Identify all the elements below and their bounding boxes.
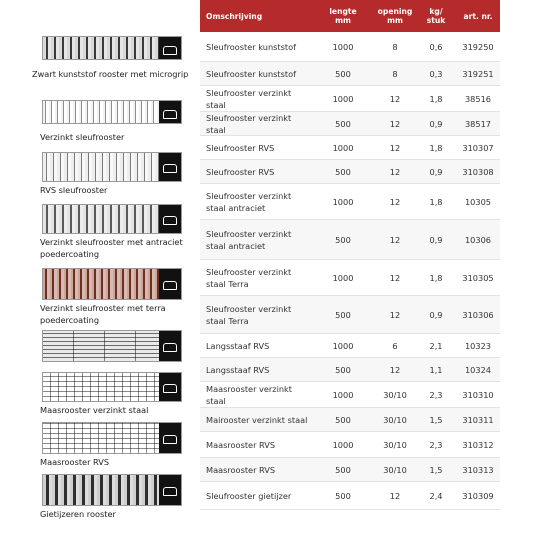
header-omschrijving: Omschrijving xyxy=(206,11,263,21)
table-row xyxy=(200,334,500,358)
cell-kg: 1,1 xyxy=(429,364,443,375)
grate-mesh-icon xyxy=(42,372,182,402)
cell-opening: 8 xyxy=(392,41,398,52)
cell-opening: 12 xyxy=(389,196,401,207)
cell-art: 310308 xyxy=(462,166,494,177)
cell-kg: 0,3 xyxy=(429,68,443,79)
product-label: Maasrooster RVS xyxy=(40,457,110,467)
cell-opening: 12 xyxy=(389,142,401,153)
cell-art: 310305 xyxy=(462,272,494,283)
cell-desc: Sleufrooster kunststof xyxy=(206,68,296,79)
cell-kg: 0,6 xyxy=(429,41,443,52)
table-row xyxy=(200,458,500,482)
car-icon xyxy=(159,37,181,59)
table-header xyxy=(200,0,500,32)
cell-lengte: 1000 xyxy=(332,142,354,153)
car-icon xyxy=(159,475,181,505)
product-label: Maasrooster verzinkt staal xyxy=(40,405,149,415)
product-label: Verzinkt sleufrooster met terra poedercoating xyxy=(40,303,166,325)
car-icon xyxy=(159,331,181,361)
header-kg: kg/ stuk xyxy=(426,7,446,25)
cell-kg: 0,9 xyxy=(429,234,443,245)
grate-cast-iron-icon xyxy=(42,474,182,506)
car-icon xyxy=(159,153,181,181)
cell-lengte: 500 xyxy=(335,364,351,375)
cell-kg: 2,1 xyxy=(429,340,443,351)
product-list xyxy=(0,0,198,533)
cell-art: 310312 xyxy=(462,439,494,450)
cell-desc: Sleufrooster verzinkt staal antraciet xyxy=(206,190,292,213)
cell-art: 38516 xyxy=(464,93,492,104)
cell-opening: 12 xyxy=(389,118,401,129)
product-label: Verzinkt sleufrooster xyxy=(40,132,125,142)
grate-longitudinal-bars-icon xyxy=(42,330,182,362)
grate-bars-zinc-icon xyxy=(42,100,182,124)
cell-lengte: 500 xyxy=(335,414,351,425)
cell-opening: 12 xyxy=(389,490,401,501)
cell-lengte: 1000 xyxy=(332,41,354,52)
cell-kg: 1,8 xyxy=(429,196,443,207)
table-row xyxy=(200,482,500,510)
cell-desc: Sleufrooster gietijzer xyxy=(206,490,292,501)
cell-desc: Sleufrooster RVS xyxy=(206,166,275,177)
cell-desc: Sleufrooster verzinkt staal Terra xyxy=(206,303,292,326)
cell-lengte: 500 xyxy=(335,309,351,320)
cell-lengte: 500 xyxy=(335,234,351,245)
grate-bars-anthracite-icon xyxy=(42,204,182,234)
cell-art: 38517 xyxy=(464,118,492,129)
product-label: Zwart kunststof rooster met microgrip xyxy=(32,69,189,79)
table-row xyxy=(200,136,500,160)
table-row xyxy=(200,112,500,136)
cell-desc: Sleufrooster verzinkt staal xyxy=(206,87,292,110)
cell-lengte: 1000 xyxy=(332,389,354,400)
cell-desc: Langsstaaf RVS xyxy=(206,340,270,351)
cell-opening: 30/10 xyxy=(383,464,407,475)
header-opening: opening mm xyxy=(377,7,413,25)
cell-kg: 2,4 xyxy=(429,490,443,501)
cell-kg: 1,8 xyxy=(429,142,443,153)
cell-desc: Sleufrooster verzinkt staal antraciet xyxy=(206,228,292,251)
cell-art: 310310 xyxy=(462,389,494,400)
cell-lengte: 1000 xyxy=(332,272,354,283)
cell-opening: 12 xyxy=(389,166,401,177)
table-row xyxy=(200,220,500,260)
car-icon xyxy=(159,423,181,453)
cell-kg: 0,9 xyxy=(429,309,443,320)
cell-opening: 12 xyxy=(389,272,401,283)
table-row xyxy=(200,86,500,112)
cell-desc: Mairooster verzinkt staal xyxy=(206,414,308,425)
table-row xyxy=(200,358,500,382)
cell-opening: 6 xyxy=(392,340,398,351)
cell-opening: 12 xyxy=(389,234,401,245)
cell-lengte: 500 xyxy=(335,68,351,79)
grate-bars-terra-icon xyxy=(42,268,182,300)
cell-lengte: 500 xyxy=(335,118,351,129)
cell-art: 10323 xyxy=(464,340,492,351)
cell-lengte: 500 xyxy=(335,490,351,501)
cell-lengte: 500 xyxy=(335,166,351,177)
table-row xyxy=(200,408,500,432)
cell-lengte: 1000 xyxy=(332,340,354,351)
cell-kg: 1,8 xyxy=(429,272,443,283)
car-icon xyxy=(159,205,181,233)
cell-art: 310307 xyxy=(462,142,494,153)
cell-desc: Sleufrooster verzinkt staal xyxy=(206,112,292,135)
cell-desc: Langsstaaf RVS xyxy=(206,364,270,375)
cell-art: 310306 xyxy=(462,309,494,320)
cell-desc: Maasrooster verzinkt staal xyxy=(206,383,293,406)
product-label: Gietijzeren rooster xyxy=(40,509,116,519)
cell-lengte: 1000 xyxy=(332,93,354,104)
car-icon xyxy=(159,101,181,123)
table-row xyxy=(200,432,500,458)
cell-desc: Sleufrooster kunststof xyxy=(206,41,296,52)
cell-kg: 1,8 xyxy=(429,93,443,104)
header-lengte: lengte mm xyxy=(329,7,357,25)
cell-opening: 12 xyxy=(389,364,401,375)
grate-bars-dark-icon xyxy=(42,36,182,60)
table-row xyxy=(200,260,500,296)
cell-lengte: 500 xyxy=(335,464,351,475)
cell-kg: 0,9 xyxy=(429,166,443,177)
cell-opening: 12 xyxy=(389,93,401,104)
cell-art: 310313 xyxy=(462,464,494,475)
table-row xyxy=(200,32,500,62)
cell-kg: 2,3 xyxy=(429,389,443,400)
table-row xyxy=(200,62,500,86)
product-label: RVS sleufrooster xyxy=(40,185,108,195)
cell-kg: 1,5 xyxy=(429,464,443,475)
table-row xyxy=(200,160,500,184)
header-art: art. nr. xyxy=(463,11,493,21)
cell-art: 10306 xyxy=(464,234,492,245)
cell-opening: 12 xyxy=(389,309,401,320)
cell-opening: 30/10 xyxy=(383,414,407,425)
cell-art: 319251 xyxy=(462,68,494,79)
cell-desc: Maasrooster RVS xyxy=(206,464,276,475)
cell-art: 310309 xyxy=(462,490,494,501)
grate-bars-rvs-icon xyxy=(42,152,182,182)
cell-kg: 1,5 xyxy=(429,414,443,425)
cell-desc: Sleufrooster verzinkt staal Terra xyxy=(206,266,292,289)
cell-desc: Maasrooster RVS xyxy=(206,439,276,450)
cell-art: 10305 xyxy=(464,196,492,207)
cell-opening: 30/10 xyxy=(383,439,407,450)
product-label: Verzinkt sleufrooster met antraciet poedercoating xyxy=(40,237,183,259)
car-icon xyxy=(159,373,181,401)
grate-mesh-icon xyxy=(42,422,182,454)
cell-lengte: 1000 xyxy=(332,439,354,450)
cell-kg: 0,9 xyxy=(429,118,443,129)
table-row xyxy=(200,382,500,408)
cell-opening: 30/10 xyxy=(383,389,407,400)
cell-desc: Sleufrooster RVS xyxy=(206,142,275,153)
cell-art: 310311 xyxy=(462,414,494,425)
table-row xyxy=(200,184,500,220)
cell-art: 10324 xyxy=(464,364,492,375)
table-row xyxy=(200,296,500,334)
cell-lengte: 1000 xyxy=(332,196,354,207)
cell-opening: 8 xyxy=(392,68,398,79)
cell-art: 319250 xyxy=(462,41,494,52)
cell-kg: 2,3 xyxy=(429,439,443,450)
car-icon xyxy=(159,269,181,299)
